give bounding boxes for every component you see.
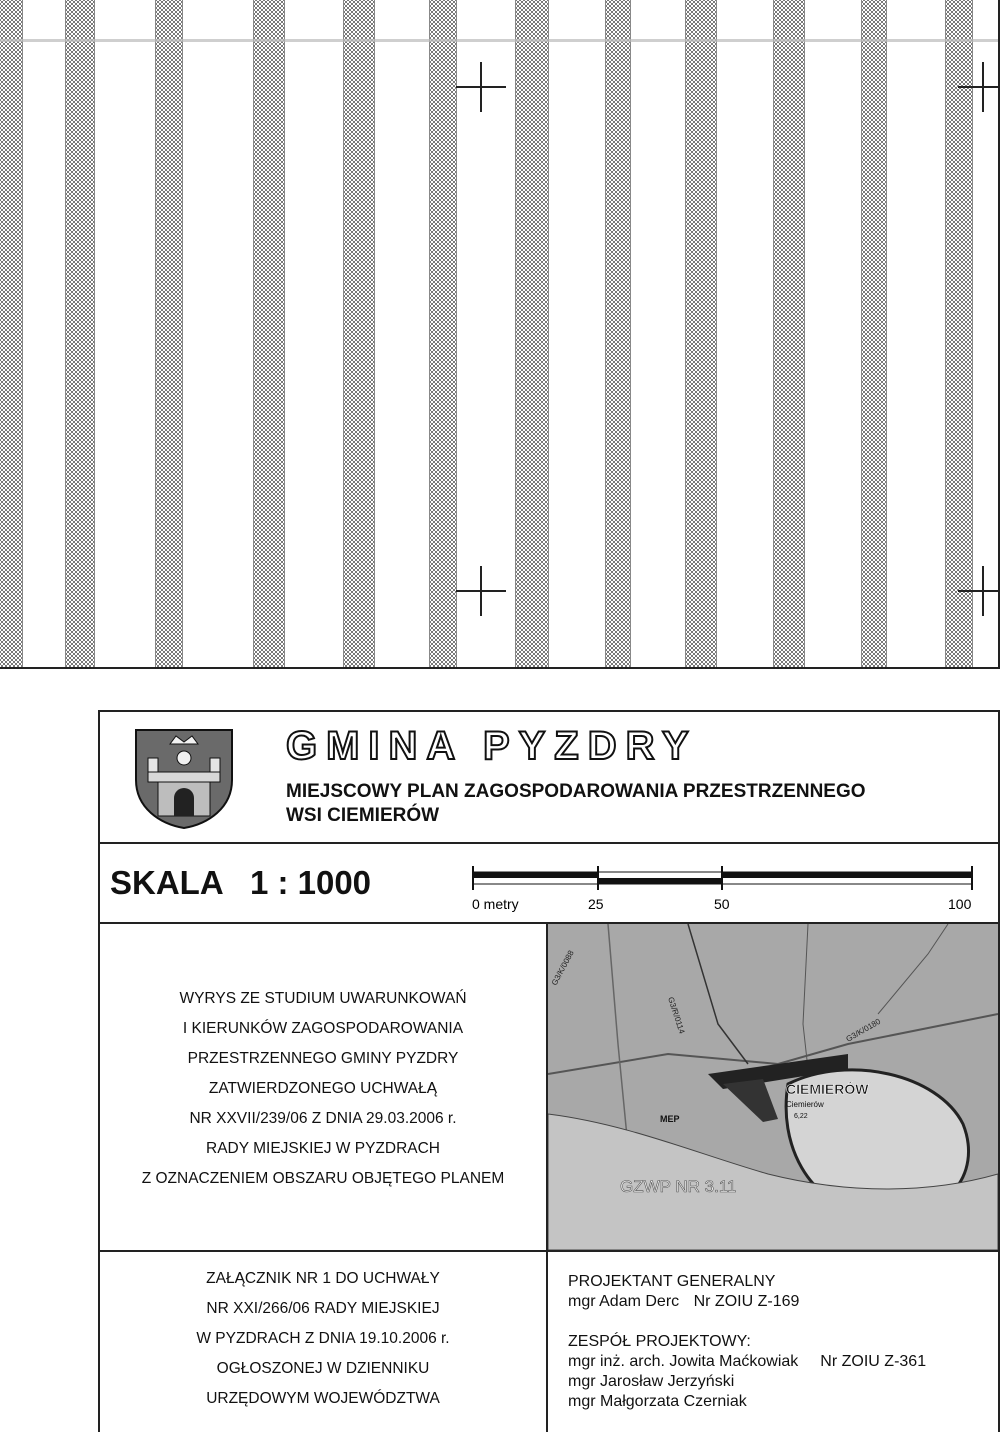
plan-subtitle-line: MIEJSCOWY PLAN ZAGOSPODAROWANIA PRZESTRZENNEGO [286, 781, 866, 802]
inset-map-place-label: CIEMIERÓW [786, 1081, 869, 1097]
study-excerpt-line: ZATWIERDZONEGO UCHWAŁĄ [208, 1080, 438, 1097]
map-boundary-line [0, 39, 998, 42]
annex-line: NR XXI/266/06 RADY MIEJSKIEJ [206, 1300, 440, 1317]
inset-map-place-sublabel: Ciemierów [786, 1100, 824, 1109]
study-excerpt-block [100, 924, 548, 1252]
map-stripe [716, 0, 774, 667]
inset-map-zone-label: GZWP NR 3.11 [620, 1177, 737, 1196]
team-member-name: mgr inż. arch. Jowita Maćkowiak [568, 1353, 799, 1370]
general-designer-heading: PROJEKTANT GENERALNY [568, 1273, 776, 1290]
study-excerpt-line: I KIERUNKÓW ZAGOSPODAROWANIA [182, 1020, 464, 1037]
inset-map-road-label: MEP [660, 1114, 680, 1124]
team-member-number: Nr ZOIU Z-361 [820, 1353, 927, 1370]
plan-subtitle-line: WSI CIEMIERÓW [286, 805, 440, 826]
map-stripe [886, 0, 946, 667]
design-team-heading: ZESPÓŁ PROJEKTOWY: [568, 1333, 751, 1350]
study-excerpt-line: RADY MIEJSKIEJ W PYZDRACH [206, 1140, 440, 1157]
design-team-block [548, 1252, 998, 1432]
municipality-title: GMINA PYZDRY [286, 724, 698, 768]
grid-cross-mark [456, 566, 506, 616]
general-designer-name: mgr Adam Derc [568, 1293, 680, 1310]
study-excerpt-line: NR XXVII/239/06 Z DNIA 29.03.2006 r. [189, 1110, 457, 1127]
map-stripe [94, 0, 156, 667]
plan-map-area [0, 0, 1000, 669]
scale-tick-label: 25 [588, 896, 604, 912]
grid-cross-mark [958, 566, 1000, 616]
general-designer [568, 1272, 799, 1312]
map-stripe [804, 0, 862, 667]
map-stripe [182, 0, 254, 667]
scale-bar [472, 860, 974, 914]
grid-cross-mark [456, 62, 506, 112]
scale-tick-label: 100 [948, 896, 972, 912]
inset-map-road-code: G3/R/0114 [666, 995, 687, 1035]
inset-map-drawing [548, 924, 998, 1250]
plan-subtitle [286, 780, 866, 828]
annex-line: W PYZDRACH Z DNIA 19.10.2006 r. [196, 1330, 450, 1347]
scale-tick-label: 50 [714, 896, 730, 912]
grid-cross-mark [958, 62, 1000, 112]
inset-map-road-code: G3/K/0180 [844, 1016, 883, 1044]
title-header [100, 712, 998, 844]
scale-row [100, 844, 998, 924]
inset-map-height-label: 6,22 [794, 1113, 808, 1120]
scale-tick-label: 0 metry [472, 896, 519, 912]
study-excerpt-line: PRZESTRZENNEGO GMINY PYZDRY [187, 1050, 459, 1067]
team-member [568, 1392, 926, 1412]
map-stripe [548, 0, 606, 667]
scale-label: SKALA 1 : 1000 [110, 864, 372, 901]
team-member-name: mgr Jarosław Jerzyński [568, 1373, 735, 1390]
map-stripe [630, 0, 686, 667]
annex-line: OGŁOSZONEJ W DZIENNIKU [216, 1360, 430, 1377]
inset-map [548, 924, 998, 1252]
coat-of-arms-icon [134, 728, 234, 830]
annex-line: ZAŁĄCZNIK NR 1 DO UCHWAŁY [206, 1270, 440, 1287]
study-excerpt-line: Z OZNACZENIEM OBSZARU OBJĘTEGO PLANEM [141, 1170, 505, 1187]
team-member-name: mgr Małgorzata Czerniak [568, 1393, 747, 1410]
annex-line: URZĘDOWYM WOJEWÓDZTWA [206, 1390, 440, 1407]
map-stripe [374, 0, 430, 667]
team-member [568, 1352, 926, 1372]
general-designer-number: Nr ZOIU Z-169 [693, 1293, 800, 1310]
team-member [568, 1372, 926, 1392]
study-excerpt-line: WYRYS ZE STUDIUM UWARUNKOWAŃ [179, 990, 467, 1007]
inset-map-road-code: G3/K/0088 [549, 948, 576, 987]
annex-block [100, 1252, 548, 1432]
map-stripe [22, 0, 66, 667]
title-block [98, 710, 1000, 1432]
design-team [568, 1332, 926, 1412]
map-stripe [284, 0, 344, 667]
